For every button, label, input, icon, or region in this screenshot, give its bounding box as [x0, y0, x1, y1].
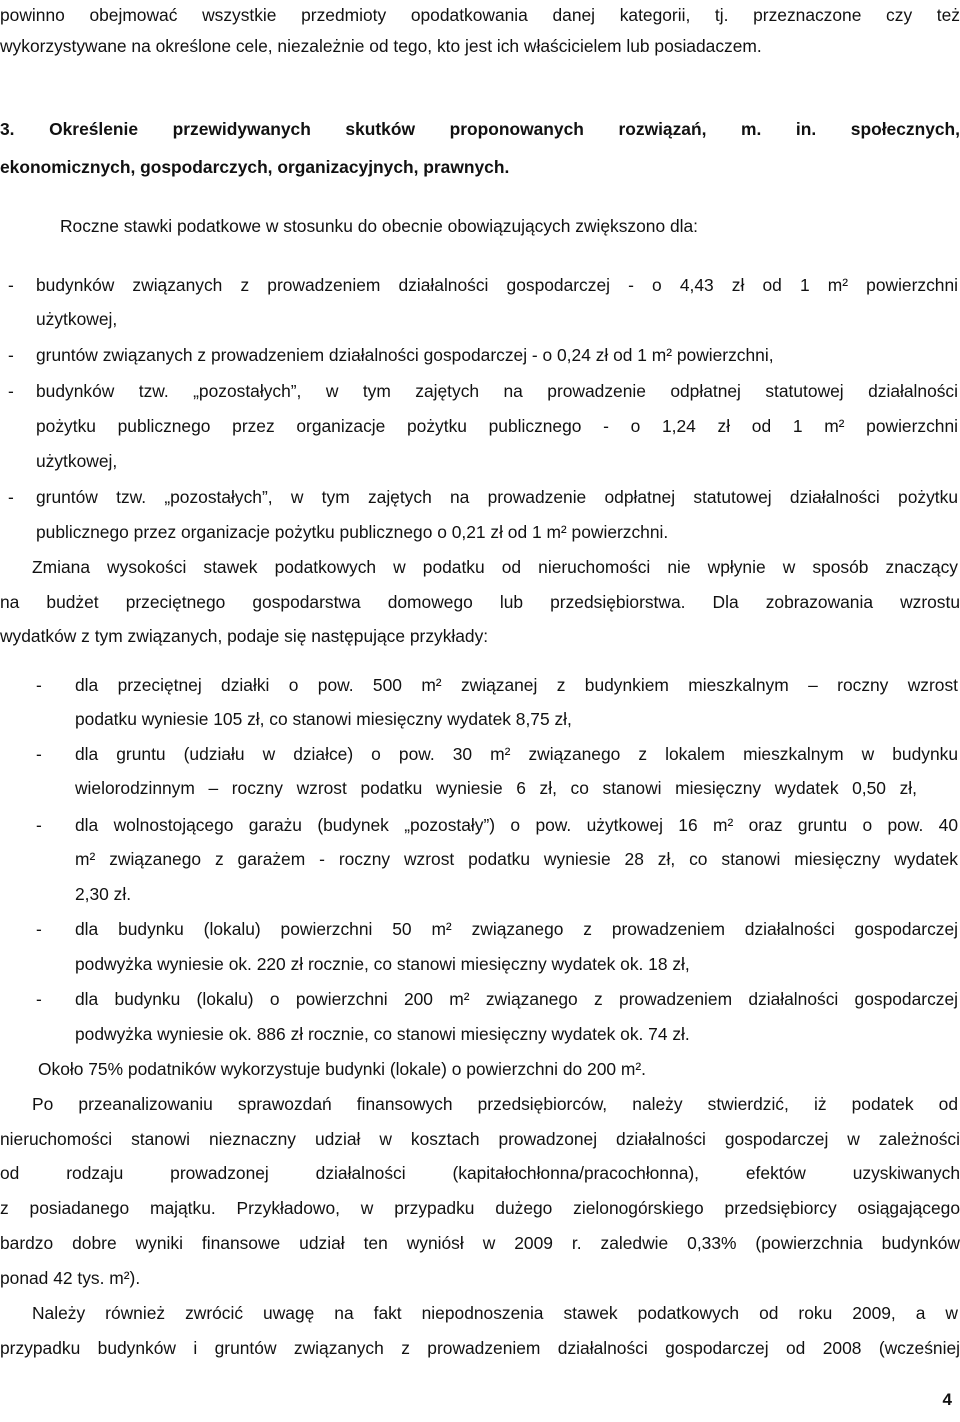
example-line: 2,30 zł. — [75, 884, 132, 904]
example-line: podatku wyniesie 105 zł, co stanowi miesięczny wydatek 8,75 zł, — [75, 709, 572, 729]
paragraph-line: ponad 42 tys. m²). — [0, 1268, 141, 1288]
example-line: dla gruntu (udziału w działce) o pow. 30 m² związanego z lokalem mieszkalnym w budynku — [75, 744, 958, 764]
paragraph-line: na budżet przeciętnego gospodarstwa domowego lub przedsiębiorstwa. Dla zobrazowania wzrostu — [0, 592, 960, 612]
example-line: dla wolnostojącego garażu (budynek „pozostały”) o pow. użytkowej 16 m² oraz gruntu o pow. 40 — [75, 815, 958, 835]
paragraph-line: od rodzaju prowadzonej działalności (kapitałochłonna/pracochłonna), efektów uzyskiwanych — [0, 1163, 960, 1183]
example-line: dla przeciętnej działki o pow. 500 m² związanej z budynkiem mieszkalnym – roczny wzrost — [75, 675, 958, 695]
list-item-line: pożytku publicznego przez organizacje pożytku publicznego - o 1,24 zł od 1 m² powierzchni — [36, 416, 958, 436]
paragraph-line: z posiadanego majątku. Przykładowo, w przypadku dużego zielonogórskiego przedsiębiorcy osiągającego — [0, 1198, 960, 1218]
list-dash: - — [8, 345, 14, 365]
paragraph-line: wykorzystywane na określone cele, niezależnie od tego, kto jest ich właścicielem lub posiadaczem. — [0, 36, 762, 56]
list-dash: - — [8, 381, 14, 401]
list-dash: - — [36, 815, 42, 835]
list-item-line: gruntów związanych z prowadzeniem działalności gospodarczej - o 0,24 zł od 1 m² powierzchni, — [36, 345, 774, 365]
list-dash: - — [36, 675, 42, 695]
example-line: dla budynku (lokalu) o powierzchni 200 m² związanego z prowadzeniem działalności gospodarczej — [75, 989, 958, 1009]
example-line: wielorodzinnym – roczny wzrost podatku wyniesie 6 zł, co stanowi miesięczny wydatek 0,50 zł, — [75, 778, 917, 798]
list-dash: - — [36, 989, 42, 1009]
paragraph-line: nieruchomości stanowi nieznaczny udział w kosztach prowadzonej działalności gospodarczej w zależności — [0, 1129, 960, 1149]
paragraph-line: bardzo dobre wyniki finansowe udział ten wyniósł w 2009 r. zaledwie 0,33% (powierzchnia budynków — [0, 1233, 960, 1253]
page-number: 4 — [942, 1390, 952, 1409]
list-item-line: gruntów tzw. „pozostałych”, w tym zajętych na prowadzenie odpłatnej statutowej działalności pożytku — [36, 487, 958, 507]
list-item-line: budynków związanych z prowadzeniem działalności gospodarczej - o 4,43 zł od 1 m² powierzchni — [36, 275, 958, 295]
list-dash: - — [36, 744, 42, 764]
paragraph-line: Po przeanalizowaniu sprawozdań finansowych przedsiębiorców, należy stwierdzić, iż podatek od — [32, 1094, 958, 1114]
paragraph-line: przypadku budynków i gruntów związanych z prowadzeniem działalności gospodarczej od 2008 (wcześniej — [0, 1338, 960, 1358]
section-heading: 3. Określenie przewidywanych skutków proponowanych rozwiązań, m. in. społecznych, — [0, 119, 960, 139]
list-item-line: budynków tzw. „pozostałych”, w tym zajętych na prowadzenie odpłatnej statutowej działalności — [36, 381, 958, 401]
example-line: podwyżka wyniesie ok. 886 zł rocznie, co stanowi miesięczny wydatek ok. 74 zł. — [75, 1024, 690, 1044]
list-item-line: użytkowej, — [36, 309, 118, 329]
section-heading: ekonomicznych, gospodarczych, organizacyjnych, prawnych. — [0, 157, 510, 177]
list-item-line: publicznego przez organizacje pożytku publicznego o 0,21 zł od 1 m² powierzchni. — [36, 522, 669, 542]
example-line: m² związanego z garażem - roczny wzrost podatku wyniesie 28 zł, co stanowi miesięczny wydatek — [75, 849, 958, 869]
paragraph-line: Zmiana wysokości stawek podatkowych w podatku od nieruchomości nie wpłynie w sposób znaczący — [32, 557, 958, 577]
paragraph-line: powinno obejmować wszystkie przedmioty opodatkowania danej kategorii, tj. przeznaczone czy też — [0, 5, 960, 25]
paragraph-line: Należy również zwrócić uwagę na fakt niepodnoszenia stawek podatkowych od roku 2009, a w — [32, 1303, 958, 1323]
list-dash: - — [8, 275, 14, 295]
paragraph-line: wydatków z tym związanych, podaje się następujące przykłady: — [0, 626, 489, 646]
example-line: dla budynku (lokalu) powierzchni 50 m² związanego z prowadzeniem działalności gospodarczej — [75, 919, 958, 939]
list-dash: - — [8, 487, 14, 507]
intro-line: Roczne stawki podatkowe w stosunku do obecnie obowiązujących zwiększono dla: — [60, 216, 699, 236]
example-line: podwyżka wyniesie ok. 220 zł rocznie, co stanowi miesięczny wydatek ok. 18 zł, — [75, 954, 690, 974]
list-dash: - — [36, 919, 42, 939]
list-item-line: użytkowej, — [36, 451, 118, 471]
paragraph-line: Około 75% podatników wykorzystuje budynki (lokale) o powierzchni do 200 m². — [38, 1059, 647, 1079]
